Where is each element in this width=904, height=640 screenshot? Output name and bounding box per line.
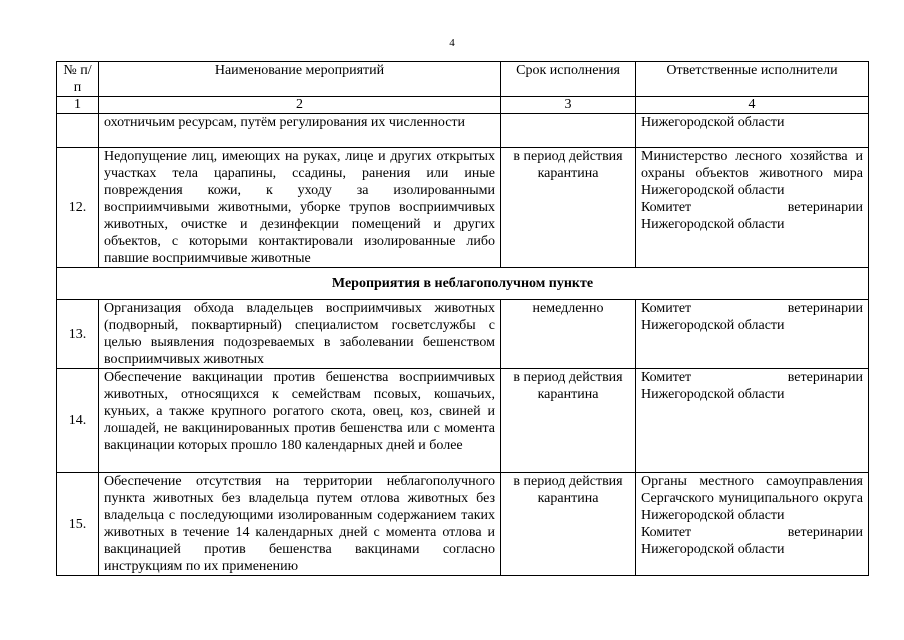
row-activity: Обеспечение отсутствия на территории неблагополучного пункта животных без владельца путем отлова животных без владельца с последующими изолированным содержанием таких животных в течение 14 календарных дней с момента отлова и вакцинацией против бешенства вакцинами согласно инструкциям по их применению <box>99 473 501 576</box>
responsible-entry: Органы местного самоуправления Сергачского муниципального округа Нижегородской области <box>641 474 863 523</box>
header-activity: Наименование мероприятий <box>99 62 501 97</box>
measures-table <box>56 61 869 576</box>
row-deadline <box>501 114 636 148</box>
row-responsible <box>636 114 869 148</box>
row-responsible <box>636 473 869 576</box>
row-number: 12. <box>57 148 99 268</box>
table-row <box>57 300 869 369</box>
row-number: 15. <box>57 473 99 576</box>
row-number: 14. <box>57 369 99 473</box>
table-row <box>57 473 869 576</box>
responsible-entry: Нижегородской области <box>641 115 785 130</box>
column-number: 2 <box>99 97 501 114</box>
table-row <box>57 114 869 148</box>
row-activity: Недопущение лиц, имеющих на руках, лице и других открытых участках тела царапины, ссадины, ранения или иные повреждения кожи, к уходу за изолированными восприимчивыми животными, уборке трупов восприимчивых животных, очистке и дезинфекции помещений и других объектов, с которыми контактировали изолированные либо павшие восприимчивые животные <box>99 148 501 268</box>
responsible-entry: Министерство лесного хозяйства и охраны объектов животного мира Нижегородской области <box>641 149 863 198</box>
row-activity: Организация обхода владельцев восприимчивых животных (подворный, поквартирный) специалистом госветслужбы с целью выявления подозреваемых в заболевании бешенством восприимчивых животных <box>99 300 501 369</box>
responsible-entry: Комитет ветеринарии Нижегородской области <box>641 370 863 402</box>
row-deadline: в период действия карантина <box>501 473 636 576</box>
table-header-row <box>57 62 869 97</box>
row-deadline: в период действия карантина <box>501 369 636 473</box>
section-title: Мероприятия в неблагополучном пункте <box>57 268 869 300</box>
column-numbers-row <box>57 97 869 114</box>
table-row <box>57 148 869 268</box>
responsible-entry: Комитет ветеринарии Нижегородской области <box>641 301 863 333</box>
row-activity: охотничьим ресурсам, путём регулирования их численности <box>99 114 501 148</box>
row-responsible <box>636 369 869 473</box>
column-number: 3 <box>501 97 636 114</box>
table-row <box>57 369 869 473</box>
row-activity: Обеспечение вакцинации против бешенства восприимчивых животных, относящихся к семействам псовых, кошачьих, куньих, а также крупного рогатого скота, овец, коз, свиней и лошадей, не вакцинированных против бешенства или с момента вакцинации которых прошло 180 календарных дней и более <box>99 369 501 473</box>
header-responsible: Ответственные исполнители <box>636 62 869 97</box>
row-responsible <box>636 148 869 268</box>
page-number: 4 <box>449 37 455 49</box>
row-deadline: немедленно <box>501 300 636 369</box>
responsible-entry: Комитет ветеринарии Нижегородской области <box>641 525 863 557</box>
header-number: № п/п <box>57 62 99 97</box>
row-number: 13. <box>57 300 99 369</box>
header-deadline: Срок исполнения <box>501 62 636 97</box>
section-row <box>57 268 869 300</box>
row-deadline: в период действия карантина <box>501 148 636 268</box>
column-number: 4 <box>636 97 869 114</box>
responsible-entry: Комитет ветеринарии Нижегородской области <box>641 200 863 232</box>
column-number: 1 <box>57 97 99 114</box>
row-responsible <box>636 300 869 369</box>
row-number <box>57 114 99 148</box>
